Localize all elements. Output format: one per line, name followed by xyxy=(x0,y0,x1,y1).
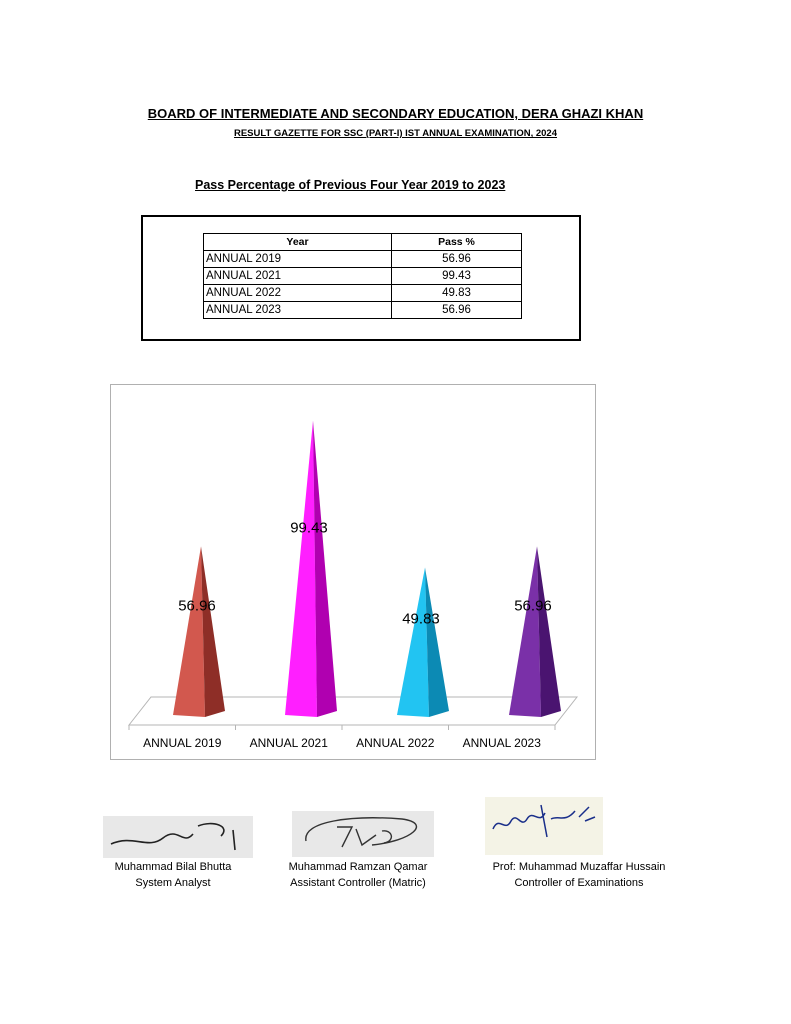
signatory-title: Controller of Examinations xyxy=(514,877,644,889)
x-tick-label: ANNUAL 2022 xyxy=(356,736,435,750)
data-label: 56.96 xyxy=(178,597,216,615)
row-pass: 56.96 xyxy=(392,251,522,268)
pyramid-front-face xyxy=(397,568,429,717)
row-year: ANNUAL 2021 xyxy=(204,268,392,285)
signature-image-1 xyxy=(103,816,253,858)
table-row xyxy=(204,302,522,319)
row-year: ANNUAL 2023 xyxy=(204,302,392,319)
signature-scribble-1 xyxy=(103,816,253,858)
signature-scribble-2 xyxy=(292,811,434,857)
header-pass: Pass % xyxy=(392,234,522,251)
signatory-name: Muhammad Ramzan Qamar xyxy=(288,861,428,873)
table-subtitle: Pass Percentage of Previous Four Year 2019 to 2023 xyxy=(195,178,506,192)
table-header-row xyxy=(204,234,522,251)
data-label: 99.43 xyxy=(290,519,328,537)
header-year: Year xyxy=(204,234,392,251)
x-tick-label: ANNUAL 2023 xyxy=(462,736,541,750)
pyramid-side-face xyxy=(537,546,561,717)
pyramid-side-face xyxy=(201,546,225,717)
signatory-3 xyxy=(479,859,679,891)
x-tick-label: ANNUAL 2019 xyxy=(143,736,222,750)
pyramid-chart xyxy=(111,385,597,761)
row-pass: 56.96 xyxy=(392,302,522,319)
signatory-1 xyxy=(83,859,263,891)
row-pass: 99.43 xyxy=(392,268,522,285)
gazette-title: RESULT GAZETTE FOR SSC (PART-I) IST ANNUAL EXAMINATION, 2024 xyxy=(233,128,558,139)
board-title: BOARD OF INTERMEDIATE AND SECONDARY EDUCATION, DERA GHAZI KHAN xyxy=(147,106,644,121)
signature-image-3 xyxy=(485,797,603,855)
pyramid-side-face xyxy=(425,568,449,717)
table-row xyxy=(204,285,522,302)
table-row xyxy=(204,268,522,285)
data-label: 56.96 xyxy=(514,597,552,615)
row-year: ANNUAL 2019 xyxy=(204,251,392,268)
chart-frame xyxy=(110,384,596,760)
pyramid-front-face xyxy=(509,546,541,717)
signature-scribble-3 xyxy=(485,797,603,855)
row-year: ANNUAL 2022 xyxy=(204,285,392,302)
pass-percentage-table xyxy=(203,233,522,319)
signatory-2 xyxy=(268,859,448,891)
pyramid-front-face xyxy=(285,421,317,717)
signatory-name: Prof: Muhammad Muzaffar Hussain xyxy=(492,861,666,873)
pyramid-side-face xyxy=(313,421,337,717)
row-pass: 49.83 xyxy=(392,285,522,302)
x-tick-label: ANNUAL 2021 xyxy=(249,736,328,750)
data-label: 49.83 xyxy=(402,610,440,628)
pyramid-front-face xyxy=(173,546,205,717)
table-row xyxy=(204,251,522,268)
signatory-name: Muhammad Bilal Bhutta xyxy=(114,861,232,873)
signatory-title: Assistant Controller (Matric) xyxy=(290,877,426,889)
signature-image-2 xyxy=(292,811,434,857)
signatory-title: System Analyst xyxy=(135,877,211,889)
